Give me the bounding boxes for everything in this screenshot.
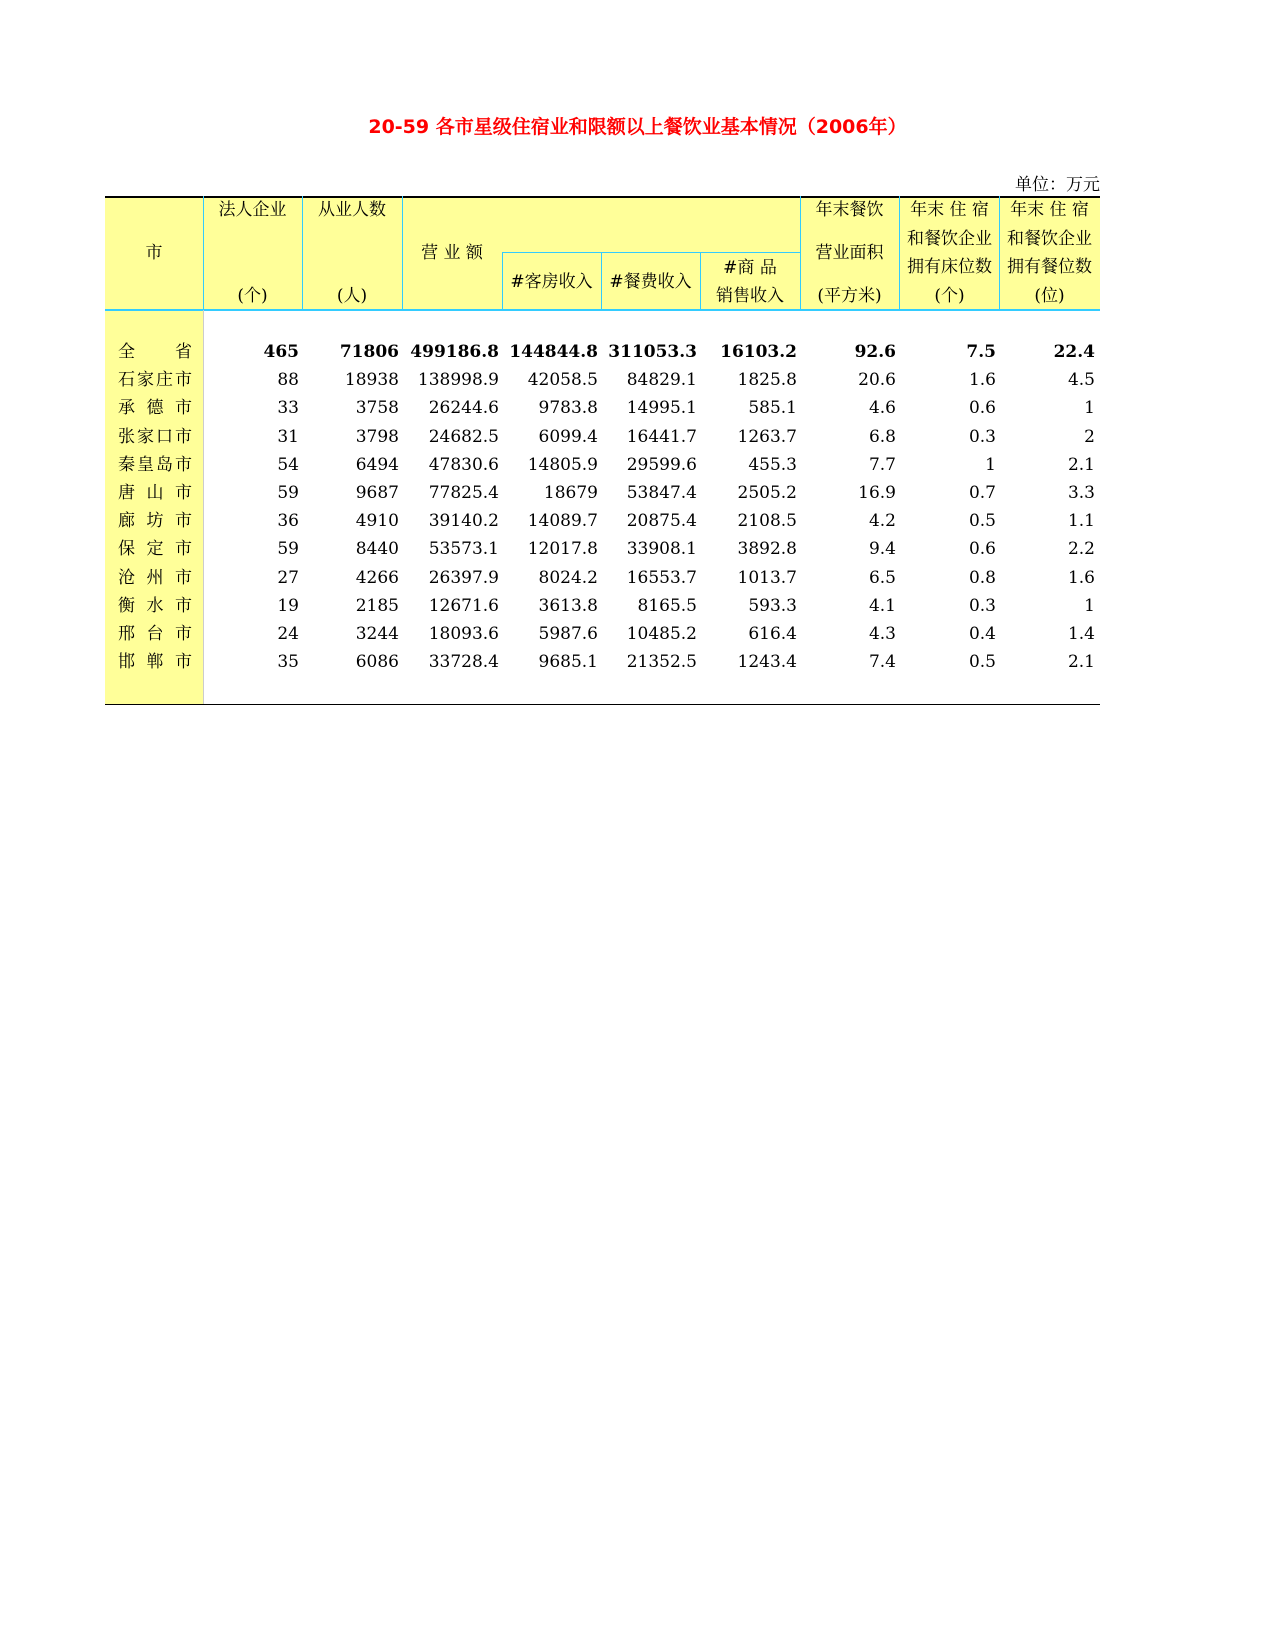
row-value-c6: 585.1	[748, 398, 797, 418]
row-value-c4: 9783.8	[538, 398, 598, 418]
row-city: 保 定 市	[118, 539, 192, 559]
row-value-c1: 54	[277, 455, 299, 475]
row-value-c4: 14805.9	[527, 455, 598, 475]
row-value-c4: 9685.1	[538, 652, 598, 672]
row-city: 廊 坊 市	[118, 511, 192, 531]
row-value-c9: 2.2	[1067, 539, 1095, 559]
row-value-c4: 3613.8	[538, 596, 598, 616]
row-value-c6: 3892.8	[737, 539, 797, 559]
row-value-c7: 9.4	[868, 539, 896, 559]
row-value-c1: 36	[277, 511, 299, 531]
row-value-c3: 24682.5	[428, 427, 499, 447]
header-area-1: 年末餐饮	[815, 200, 884, 220]
header-beds-unit: (个)	[934, 286, 965, 306]
row-value-c9: 1.6	[1067, 568, 1095, 588]
row-city: 石家庄市	[118, 370, 192, 390]
row-city: 秦皇岛市	[118, 455, 192, 475]
row-value-c3: 33728.4	[428, 652, 499, 672]
row-value-c1: 59	[277, 483, 299, 503]
row-value-c2: 2185	[355, 596, 399, 616]
row-value-c2: 18938	[344, 370, 399, 390]
row-value-c5: 14995.1	[626, 398, 697, 418]
row-value-c6: 2505.2	[737, 483, 797, 503]
row-city: 张家口市	[118, 427, 192, 447]
header-goods-income-2: 销售收入	[716, 286, 784, 306]
row-value-c6: 1263.7	[737, 427, 797, 447]
header-employees-unit: (人)	[336, 286, 368, 306]
header-seats-3: 拥有餐位数	[1007, 257, 1092, 277]
row-value-c2: 6494	[355, 455, 399, 475]
row-value-c4: 5987.6	[538, 624, 598, 644]
row-value-c6: 1825.8	[737, 370, 797, 390]
row-value-c4: 6099.4	[538, 427, 598, 447]
row-value-c4: 42058.5	[527, 370, 598, 390]
row-value-c5: 16441.7	[626, 427, 697, 447]
row-value-c5: 84829.1	[626, 370, 697, 390]
row-value-c2: 3758	[355, 398, 399, 418]
row-value-c3: 26244.6	[428, 398, 499, 418]
row-value-c8: 0.6	[968, 539, 996, 559]
row-value-c8: 0.5	[968, 511, 996, 531]
row-value-c5: 29599.6	[626, 455, 697, 475]
row-value-c8: 1	[985, 455, 996, 475]
row-value-c5: 21352.5	[626, 652, 697, 672]
row-value-c9: 4.5	[1067, 370, 1095, 390]
row-value-c3: 138998.9	[417, 370, 499, 390]
row-city: 承 德 市	[118, 398, 192, 418]
row-value-c9: 1	[1084, 398, 1095, 418]
header-legal-entities-unit: (个)	[237, 286, 268, 306]
row-value-c6: 2108.5	[737, 511, 797, 531]
row-value-c7: 7.4	[868, 652, 896, 672]
row-value-c8: 0.3	[968, 596, 996, 616]
row-value-c2: 9687	[355, 483, 399, 503]
row-value-c1: 88	[277, 370, 299, 390]
row-value-c5: 33908.1	[626, 539, 697, 559]
row-value-c7: 6.8	[868, 427, 896, 447]
row-value-c9: 1.4	[1067, 624, 1095, 644]
row-value-c6: 455.3	[748, 455, 797, 475]
row-value-c5: 311053.3	[608, 342, 697, 362]
row-value-c9: 3.3	[1067, 483, 1095, 503]
row-value-c8: 7.5	[966, 342, 996, 362]
row-value-c9: 2.1	[1067, 652, 1095, 672]
row-value-c8: 0.7	[968, 483, 996, 503]
row-city: 邢 台 市	[118, 624, 192, 644]
header-beds-2: 和餐饮企业	[907, 229, 992, 249]
header-beds-1: 年末 住 宿	[910, 200, 989, 220]
row-city: 全 省	[118, 342, 192, 362]
row-value-c7: 4.1	[868, 596, 896, 616]
header-area-unit: (平方米)	[817, 286, 882, 306]
header-goods-income-1: #商 品	[723, 258, 777, 278]
row-value-c4: 12017.8	[527, 539, 598, 559]
row-value-c8: 0.5	[968, 652, 996, 672]
row-value-c2: 8440	[355, 539, 399, 559]
row-value-c2: 6086	[355, 652, 399, 672]
unit-label: 单位：万元	[1015, 175, 1100, 195]
row-value-c4: 18679	[543, 483, 598, 503]
row-value-c3: 26397.9	[428, 568, 499, 588]
row-city: 沧 州 市	[118, 568, 192, 588]
row-value-c5: 8165.5	[637, 596, 697, 616]
row-value-c1: 465	[263, 342, 299, 362]
row-value-c4: 144844.8	[509, 342, 598, 362]
header-area-2: 营业面积	[815, 243, 884, 263]
row-value-c4: 8024.2	[538, 568, 598, 588]
row-value-c6: 1243.4	[737, 652, 797, 672]
row-value-c5: 16553.7	[626, 568, 697, 588]
header-city: 市	[145, 243, 163, 263]
row-value-c7: 6.5	[868, 568, 896, 588]
row-value-c3: 18093.6	[428, 624, 499, 644]
row-value-c1: 27	[277, 568, 299, 588]
row-value-c7: 92.6	[854, 342, 896, 362]
row-city: 邯 郸 市	[118, 652, 192, 672]
header-seats-1: 年末 住 宿	[1010, 200, 1089, 220]
page-title: 20-59 各市星级住宿业和限额以上餐饮业基本情况（2006年）	[368, 116, 907, 138]
header-room-income: #客房收入	[510, 272, 593, 292]
row-value-c7: 4.3	[868, 624, 896, 644]
row-value-c6: 1013.7	[737, 568, 797, 588]
row-value-c8: 0.3	[968, 427, 996, 447]
row-value-c3: 53573.1	[428, 539, 499, 559]
row-value-c8: 1.6	[968, 370, 996, 390]
row-value-c7: 16.9	[858, 483, 896, 503]
table-bottom-rule	[105, 704, 1100, 705]
row-value-c2: 71806	[339, 342, 399, 362]
row-value-c6: 16103.2	[720, 342, 797, 362]
row-value-c6: 593.3	[748, 596, 797, 616]
row-value-c1: 59	[277, 539, 299, 559]
row-value-c3: 499186.8	[410, 342, 499, 362]
row-value-c7: 20.6	[858, 370, 896, 390]
header-catering-income: #餐费收入	[609, 272, 692, 292]
header-seats-2: 和餐饮企业	[1007, 229, 1092, 249]
row-city: 唐 山 市	[118, 483, 192, 503]
row-value-c9: 2.1	[1067, 455, 1095, 475]
row-value-c8: 0.4	[968, 624, 996, 644]
row-value-c3: 77825.4	[428, 483, 499, 503]
row-value-c1: 31	[277, 427, 299, 447]
row-value-c3: 39140.2	[428, 511, 499, 531]
row-value-c5: 20875.4	[626, 511, 697, 531]
row-value-c2: 4266	[355, 568, 399, 588]
row-value-c1: 19	[277, 596, 299, 616]
row-value-c3: 12671.6	[428, 596, 499, 616]
row-value-c9: 22.4	[1053, 342, 1095, 362]
row-value-c7: 7.7	[868, 455, 896, 475]
row-value-c2: 3244	[355, 624, 399, 644]
row-value-c1: 35	[277, 652, 299, 672]
row-value-c7: 4.2	[868, 511, 896, 531]
row-value-c5: 53847.4	[626, 483, 697, 503]
row-value-c7: 4.6	[868, 398, 896, 418]
row-value-c8: 0.8	[968, 568, 996, 588]
row-value-c4: 14089.7	[527, 511, 598, 531]
row-city: 衡 水 市	[118, 596, 192, 616]
header-beds-3: 拥有床位数	[907, 257, 992, 277]
header-employees: 从业人数	[318, 200, 386, 220]
header-seats-unit: (位)	[1034, 286, 1065, 306]
revenue-subheader-rule	[502, 252, 800, 253]
row-value-c9: 1.1	[1067, 511, 1095, 531]
header-bottom-rule	[105, 309, 1100, 311]
row-value-c1: 33	[277, 398, 299, 418]
row-value-c1: 24	[277, 624, 299, 644]
row-value-c8: 0.6	[968, 398, 996, 418]
row-value-c5: 10485.2	[626, 624, 697, 644]
header-revenue: 营 业 额	[421, 243, 483, 263]
row-value-c6: 616.4	[748, 624, 797, 644]
row-value-c2: 4910	[355, 511, 399, 531]
row-value-c9: 1	[1084, 596, 1095, 616]
row-value-c2: 3798	[355, 427, 399, 447]
table-top-rule	[105, 196, 1100, 198]
row-value-c3: 47830.6	[428, 455, 499, 475]
row-value-c9: 2	[1084, 427, 1095, 447]
header-legal-entities: 法人企业	[218, 200, 287, 220]
